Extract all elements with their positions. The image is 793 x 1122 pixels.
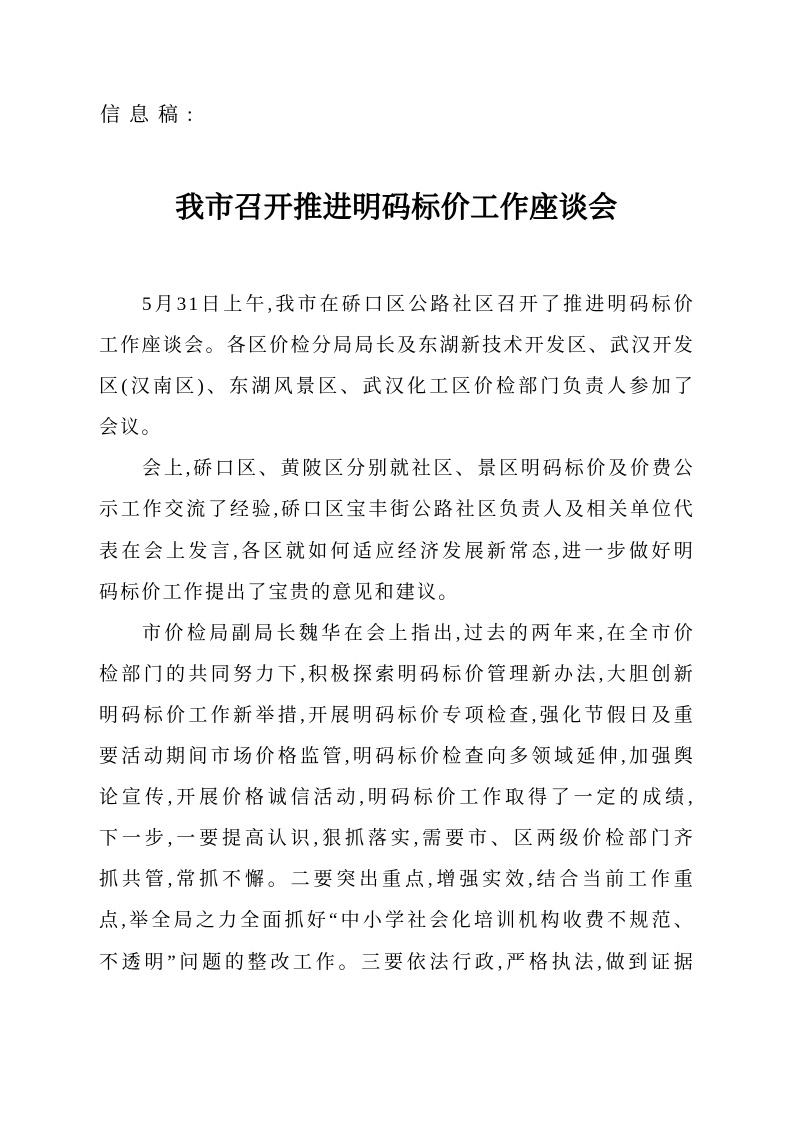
text-line: 检部门的共同努力下,积极探索明码标价管理新办法,大胆创新 [99, 663, 695, 685]
text-line: 会上,硚口区、黄陂区分别就社区、景区明码标价及价费公 [142, 458, 695, 480]
paragraph [99, 448, 695, 612]
text-line: 论宣传,开展价格诚信活动,明码标价工作取得了一定的成绩, [99, 787, 695, 809]
paragraph [99, 284, 695, 448]
text-line: 区(汉南区)、东湖风景区、武汉化工区价检部门负责人参加了 [99, 376, 695, 398]
document-body [99, 284, 695, 983]
text-line: 表在会上发言,各区就如何适应经济发展新常态,进一步做好明 [99, 540, 695, 562]
text-line: 5月31日上午,我市在硚口区公路社区召开了推进明码标价 [142, 294, 695, 315]
info-draft-label: 信息稿: [100, 104, 202, 126]
paragraph [99, 613, 695, 983]
text-line: 抓共管,常抓不懈。二要突出重点,增强实效,结合当前工作重 [99, 869, 695, 891]
text-line: 市价检局副局长魏华在会上指出,过去的两年来,在全市价 [142, 622, 695, 644]
text-line: 不透明”问题的整改工作。三要依法行政,严格执法,做到证据 [99, 951, 695, 973]
text-line: 会议。 [99, 417, 163, 439]
page-title: 我市召开推进明码标价工作座谈会 [175, 192, 618, 224]
text-line: 点,举全局之力全面抓好“中小学社会化培训机构收费不规范、 [99, 910, 695, 932]
text-line: 要活动期间市场价格监管,明码标价检查向多领域延伸,加强舆 [99, 746, 695, 768]
text-line: 工作座谈会。各区价检分局局长及东湖新技术开发区、武汉开发 [99, 335, 695, 357]
text-line: 码标价工作提出了宝贵的意见和建议。 [99, 581, 460, 603]
text-line: 明码标价工作新举措,开展明码标价专项检查,强化节假日及重 [99, 704, 695, 726]
text-line: 示工作交流了经验,硚口区宝丰街公路社区负责人及相关单位代 [99, 499, 695, 521]
text-line: 下一步,一要提高认识,狠抓落实,需要市、区两级价检部门齐 [99, 828, 695, 850]
